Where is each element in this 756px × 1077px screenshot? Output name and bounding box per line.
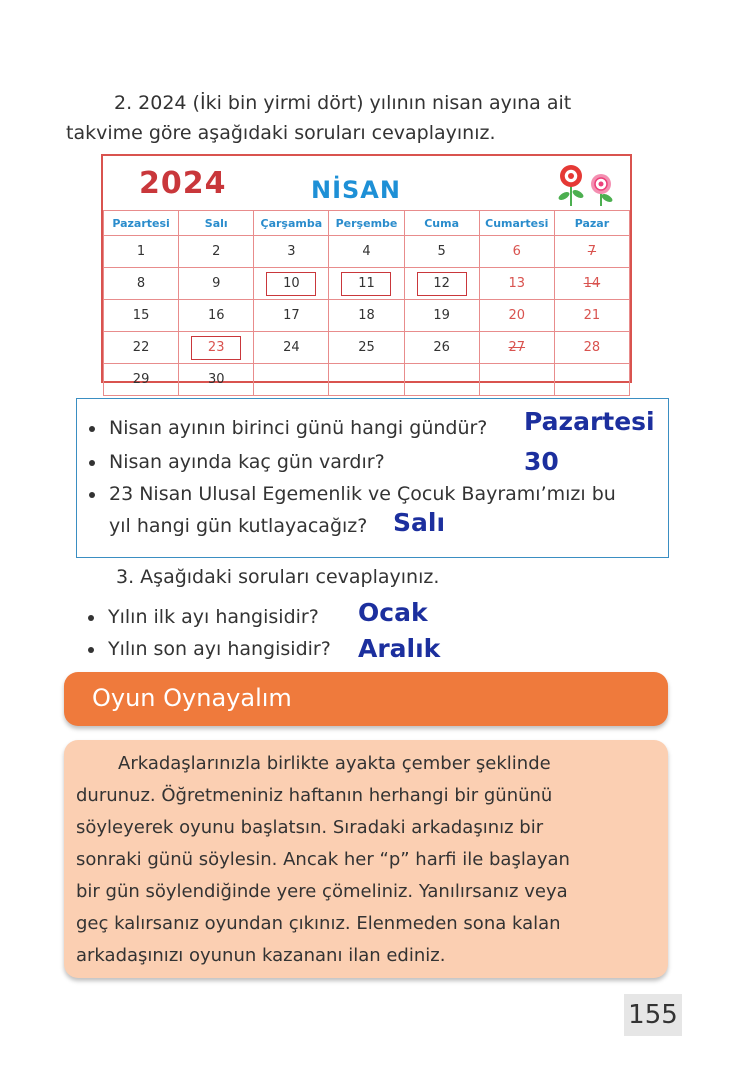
calendar-day [254,364,329,396]
april-calendar [101,154,632,387]
calendar-day-number: 12 [417,272,467,296]
calendar-day-number: 14 [583,276,601,291]
calendar-day-number: 27 [508,340,526,355]
game-line: arkadaşınızı oyunun kazananı ilan ediniz. [76,945,446,966]
calendar-day-number: 7 [587,244,597,259]
question-line [88,638,331,660]
questions-box [76,398,669,558]
bullet-icon [88,615,94,621]
handwritten-answer: Salı [393,508,446,537]
calendar-day: 29 [104,364,179,396]
calendar-day: 9 [179,268,254,300]
question-line [88,606,319,628]
game-line: sonraki günü söylesin. Ancak her “p” harfi ile başlayan [76,849,570,870]
question-line [89,483,616,505]
calendar-day: 24 [254,332,329,364]
handwritten-answer: Ocak [358,598,428,627]
question-2-text [66,88,626,148]
calendar-day [329,364,404,396]
calendar-day: 15 [104,300,179,332]
day-header: Cumartesi [479,211,554,236]
bullet-icon [89,460,95,466]
game-line: söyleyerek oyunu başlatsın. Sıradaki arkadaşınız bir [76,817,544,838]
calendar-day: 13 [479,268,554,300]
calendar-day [329,268,404,300]
question-2-line-2: takvime göre aşağıdaki soruları cevaplayınız. [66,122,496,144]
calendar-day [479,332,554,364]
calendar-week [104,364,630,396]
question-3-title: 3. Aşağıdaki soruları cevaplayınız. [116,566,440,588]
calendar-day [404,268,479,300]
calendar-day-number: 10 [266,272,316,296]
day-header: Salı [179,211,254,236]
question-line [89,451,385,473]
game-section-title: Oyun Oynayalım [92,684,292,712]
calendar-day [554,268,629,300]
flowers-icon [555,162,619,208]
game-instructions-box [64,740,668,978]
day-header: Çarşamba [254,211,329,236]
question-text: 23 Nisan Ulusal Egemenlik ve Çocuk Bayramı’mızı bu [109,483,616,505]
handwritten-answer: Aralık [358,634,441,663]
calendar-day: 5 [404,236,479,268]
calendar-day: 22 [104,332,179,364]
question-text: Yılın son ayı hangisidir? [108,638,331,660]
question-text: Nisan ayında kaç gün vardır? [109,451,385,473]
calendar-day: 4 [329,236,404,268]
calendar-week [104,300,630,332]
calendar-day: 20 [479,300,554,332]
page-number: 155 [624,994,682,1036]
calendar-day [479,364,554,396]
calendar-day [254,268,329,300]
calendar-day: 19 [404,300,479,332]
day-header: Pazartesi [104,211,179,236]
question-text: Yılın ilk ayı hangisidir? [108,606,319,628]
calendar-day: 2 [179,236,254,268]
question-line-continued: yıl hangi gün kutlayacağız? [109,515,368,537]
bullet-icon [89,426,95,432]
calendar-day [404,364,479,396]
calendar-week [104,236,630,268]
bullet-icon [88,647,94,653]
calendar-day: 16 [179,300,254,332]
calendar-day: 25 [329,332,404,364]
bullet-icon [89,492,95,498]
calendar-day [554,236,629,268]
question-text: Nisan ayının birinci günü hangi gündür? [109,417,488,439]
calendar-week [104,268,630,300]
calendar-day: 6 [479,236,554,268]
calendar-day: 28 [554,332,629,364]
day-header: Perşembe [329,211,404,236]
calendar-week [104,332,630,364]
calendar-day: 8 [104,268,179,300]
calendar-day: 1 [104,236,179,268]
game-line: durunuz. Öğretmeniniz haftanın herhangi bir gününü [76,785,553,806]
game-section-banner [64,672,668,726]
handwritten-answer: 30 [524,447,559,476]
question-line [89,417,487,439]
calendar-day [179,332,254,364]
calendar-day: 18 [329,300,404,332]
game-line: Arkadaşlarınızla birlikte ayakta çember şeklinde [118,753,551,774]
calendar-day [554,364,629,396]
calendar-day-number: 23 [191,336,241,360]
calendar-month: NİSAN [311,176,401,204]
calendar-day: 17 [254,300,329,332]
game-line: bir gün söylendiğinde yere çömeliniz. Yanılırsanız veya [76,881,568,902]
calendar-day: 26 [404,332,479,364]
calendar-year: 2024 [139,166,227,201]
question-2-line-1: 2. 2024 (İki bin yirmi dört) yılının nisan ayına ait [114,92,572,114]
calendar-day: 21 [554,300,629,332]
calendar-day-number: 11 [341,272,391,296]
calendar-day: 30 [179,364,254,396]
day-header: Cuma [404,211,479,236]
calendar-header-row [104,211,630,236]
game-line: geç kalırsanız oyundan çıkınız. Elenmeden sona kalan [76,913,561,934]
handwritten-answer: Pazartesi [524,407,655,436]
calendar-day: 3 [254,236,329,268]
calendar-table [103,210,630,396]
game-instructions-text [76,748,656,972]
day-header: Pazar [554,211,629,236]
